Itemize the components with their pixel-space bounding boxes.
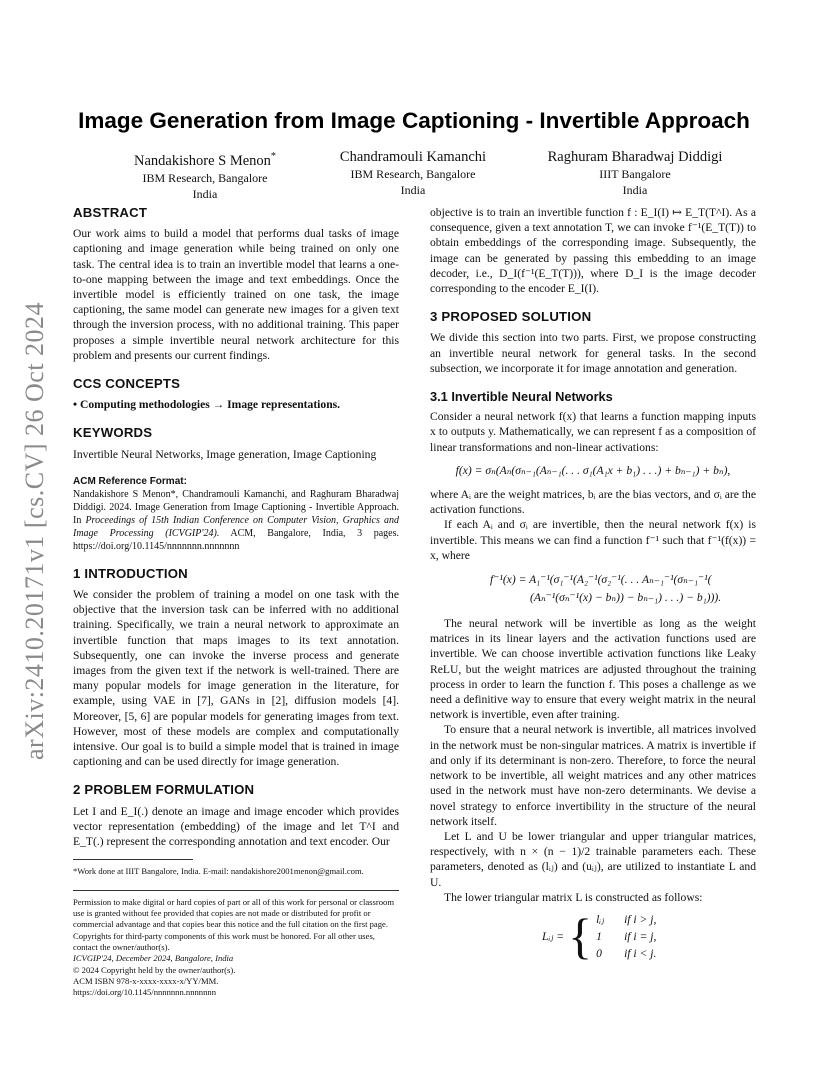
inn-paragraph-6: Let L and U be lower triangular and upper triangular matrices, respectively, with n × (n − 1)/2 trainable parameters each. These parameters, denoted as (lᵢⱼ) and (uᵢⱼ), are utilized to instantiate L and U.	[430, 829, 756, 889]
author-1	[90, 148, 320, 202]
case-value: 0	[596, 946, 602, 960]
copyright-line: © 2024 Copyright held by the owner/author(s).	[73, 964, 236, 975]
author-2	[298, 148, 528, 198]
arxiv-identifier: arXiv:2410.20171v1 [cs.CV] 26 Oct 2024	[20, 301, 49, 760]
introduction-heading: 1 INTRODUCTION	[73, 565, 188, 581]
acm-reference	[73, 475, 399, 553]
paper-title: Image Generation from Image Captioning - Invertible Approach	[78, 108, 750, 133]
author-3	[520, 148, 750, 198]
case-row	[596, 911, 656, 928]
inn-section	[430, 389, 756, 965]
left-column	[73, 205, 399, 998]
case-row	[596, 928, 656, 945]
problem-text: Let I and E_I(.) denote an image and image encoder which provides vector representation (embedding) of the image and let T^I and E_T(.) represent the corresponding annotation and text encoder. Our	[73, 804, 399, 849]
acm-reference-heading: ACM Reference Format:	[73, 475, 187, 487]
case-condition: if i = j,	[624, 929, 657, 943]
case-condition: if i < j.	[624, 946, 657, 960]
author-affiliation: IBM Research, Bangalore	[142, 170, 268, 185]
isbn-line: ACM ISBN 978-x-xxxx-xxxx-x/YY/MM.	[73, 975, 219, 986]
introduction-section	[73, 566, 399, 770]
right-column	[430, 205, 756, 965]
left-brace-icon: {	[568, 908, 593, 965]
equation-2	[490, 571, 756, 607]
problem-continued	[430, 205, 756, 296]
inn-paragraph-2: where Aᵢ are the weight matrices, bᵢ are the bias vectors, and σᵢ are the activation functions.	[430, 488, 756, 517]
proposed-heading: 3 PROPOSED SOLUTION	[430, 309, 592, 325]
ccs-heading: CCS CONCEPTS	[73, 376, 181, 392]
author-marker: *	[270, 151, 276, 162]
problem-section	[73, 782, 399, 849]
footnote-divider	[73, 859, 193, 860]
keywords-text: Invertible Neural Networks, Image generation, Image Captioning	[73, 447, 377, 461]
author-affiliation: IIIT Bangalore	[599, 167, 671, 181]
ccs-section	[73, 376, 399, 412]
acm-reference-text: Nandakishore S Menon*, Chandramouli Kamanchi, and Raghuram Bharadwaj Diddigi. 2024. Image Generation from Image Captioning - Invertible Approach. In	[73, 488, 399, 526]
problem-text-continued: objective is to train an invertible function f : E_I(I) ↦ E_T(T^I). As a consequence, given a text annotation T, we can invoke f⁻¹(E_T(T)) to obtain embeddings of the corresponding image. Subsequently, the image can be generated by passing this embedding to an image decoder, i.e., D_I(f⁻¹(E_T(T))), where D_I is the image decoder corresponding to the encoder E_I(I).	[430, 206, 756, 296]
inn-paragraph-1: Consider a neural network f(x) that learns a function mapping inputs x to outputs y. Mathematically, we can represent f as a composition of linear transformations and non-linear activations:	[430, 410, 756, 454]
equation-2-line-2: (Aₙ⁻¹(σₙ⁻¹(x) − bₙ)) − bₙ₋₁) . . .) − b₁))).	[530, 591, 722, 605]
author-country: India	[192, 186, 218, 201]
author-affiliation: IBM Research, Bangalore	[350, 167, 476, 181]
acm-reference-tail: ACM, Bangalore, India, 3 pages. https://doi.org/10.1145/nnnnnnn.nnnnnnn	[73, 527, 400, 552]
author-country: India	[622, 183, 648, 197]
permission-block	[73, 897, 399, 999]
inn-paragraph-7: The lower triangular matrix L is constructed as follows:	[444, 890, 703, 904]
inn-paragraph-4: The neural network will be invertible as long as the weight matrices in its linear layers and the activation functions used are invertible. We can choose invertible activation functions like Leaky ReLU, but the weight matrices are adjusted throughout the training process in order to learn the function f. This poses a challenge as we need a definitive way to ensure that every weight matrix in the neural network is invertible, even after training.	[430, 617, 756, 722]
introduction-text: We consider the problem of training a model on one task with the objective that the inversion task can be inferred with no additional training. Specifically, we train a neural network to approximate an invertible function that maps images to its text annotation. Subsequently, one can invoke the inverse process and generate images from the given text if the network is well-trained. There are many popular models for image generation in the literature, for example, using VAE in [7], GANs in [2], diffusion models [4]. Moreover, [5, 6] are popular models for generating images from text. However, most of these models are complex and computationally intensive. Our goal is to build a simple model that is trained in image captioning and can be used directly for image generation.	[73, 588, 399, 769]
author-name: Raghuram Bharadwaj Diddigi	[547, 149, 723, 165]
case-value: 1	[596, 929, 602, 943]
author-name: Nandakishore S Menon	[134, 152, 271, 169]
proposed-text: We divide this section into two parts. First, we propose constructing an invertible neural network for general tasks. In the second subsection, we incorporate it for image annotation and generation.	[430, 331, 756, 375]
ccs-text: • Computing methodologies → Image representations.	[73, 398, 341, 412]
author-name: Chandramouli Kamanchi	[339, 149, 487, 165]
keywords-heading: KEYWORDS	[73, 425, 153, 441]
inn-heading: 3.1 Invertible Neural Networks	[430, 389, 613, 405]
acm-reference-venue: Proceedings of 15th Indian Conference on Computer Vision, Graphics and Image Processing (ICVGIP'24).	[73, 514, 399, 539]
problem-heading: 2 PROBLEM FORMULATION	[73, 782, 255, 798]
equation-3	[542, 908, 756, 965]
author-footnote: *Work done at IIIT Bangalore, India. E-mail: nandakishore2001menon@gmail.com.	[73, 866, 364, 877]
case-value: lᵢⱼ	[596, 912, 605, 926]
conference-line: ICVGIP'24, December 2024, Bangalore, India	[73, 953, 234, 964]
equation-1: f(x) = σₙ(Aₙ(σₙ₋₁(Aₙ₋₁(. . . σ₁(A₁x + b₁) . . .) + bₙ₋₁) + bₙ),	[455, 463, 731, 477]
case-condition: if i > j,	[624, 912, 657, 926]
permission-divider	[73, 890, 399, 891]
inn-paragraph-5: To ensure that a neural network is invertible, all matrices involved in the network must be non-singular matrices. A matrix is invertible if and only if its determinant is non-zero. Therefore, to force the neural network to be invertible, all weight matrices and any other matrices used in the network must have non-zero determinants. We devise a novel strategy to enforce invertibility in the structure of the neural network itself.	[430, 723, 756, 828]
author-block	[60, 148, 768, 201]
permission-text: Permission to make digital or hard copies of part or all of this work for personal or classroom use is granted without fee provided that copies are not made or distributed for profit or commercial advantage and that copies bear this notice and the full citation on the first page. Copyrights for third-party components of this work must be honored. For all other uses, contact the owner/author(s).	[73, 896, 394, 952]
equation-3-lhs: Lᵢⱼ =	[542, 929, 565, 943]
equation-3-cases	[596, 911, 656, 962]
abstract-heading: ABSTRACT	[73, 205, 148, 220]
author-country: India	[400, 183, 426, 197]
inn-paragraph-3: If each Aᵢ and σᵢ are invertible, then the neural network f(x) is invertible. This means we can find a function f⁻¹ such that f⁻¹(f(x)) = x, where	[430, 518, 756, 562]
case-row	[596, 945, 656, 962]
proposed-section	[430, 309, 756, 376]
equation-2-line-1: f⁻¹(x) = A₁⁻¹(σ₁⁻¹(A₂⁻¹(σ₂⁻¹(. . . Aₙ₋₁⁻¹(σₙ₋₁⁻¹(	[490, 573, 712, 587]
keywords-section	[73, 425, 399, 461]
abstract-section	[73, 205, 399, 363]
abstract-text: Our work aims to build a model that performs dual tasks of image captioning and image generation while being trained on only one task. The central idea is to train an invertible model that learns a one-to-one mapping between the image and text embeddings. Once the invertible model is efficiently trained on one task, the image captioning, the same model can generate new images for a given text through the inversion process, with no additional training. This paper proposes a simple invertible neural network architecture for this problem and presents our current findings.	[73, 227, 399, 362]
doi-line: https://doi.org/10.1145/nnnnnnn.nnnnnnn	[73, 987, 216, 998]
